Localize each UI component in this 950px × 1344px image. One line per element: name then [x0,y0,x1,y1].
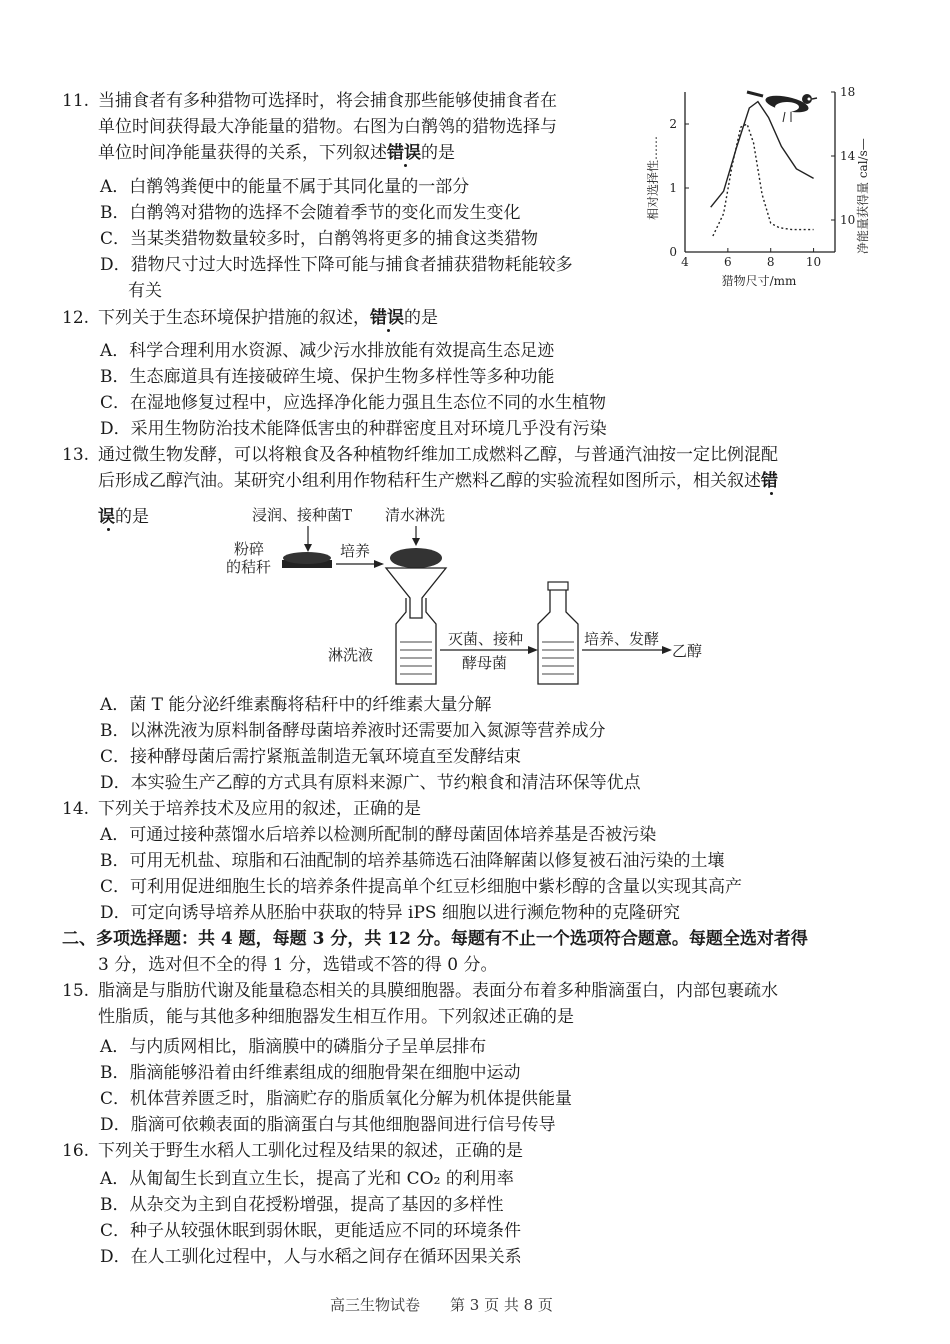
rinse-label: 清水淋洗 [385,506,446,524]
q16-option-d[interactable]: D．在人工驯化过程中，人与水稻之间存在循环因果关系 [100,1247,522,1267]
y-right-label: 净能量获得量 cal/s— [856,138,870,254]
q12-option-c[interactable]: C．在湿地修复过程中，应选择净化能力强且生态位不同的水生植物 [100,393,607,413]
q12-option-d[interactable]: D．采用生物防治技术能降低害虫的种群密度且对环境几乎没有污染 [100,419,607,439]
selectivity-curve [713,124,814,236]
ethanol-label: 乙醇 [672,642,703,660]
emphasis-mark: 误 [98,507,115,527]
straw-label-1: 粉碎 [234,540,265,558]
q11-line3: 单位时间净能量获得的关系，下列叙述错误的是 [98,143,455,163]
x-axis-label: 猎物尺寸/mm [721,274,797,288]
emphasis-mark: 错误 [370,308,404,328]
q16-option-c[interactable]: C．种子从较强休眠到弱休眠，更能适应不同的环境条件 [100,1221,522,1241]
q11-number: 11. [62,91,90,111]
x-tick-label: 6 [724,255,732,269]
q15-line1: 15. 脂滴是与脂肪代谢及能量稳态相关的具膜细胞器。表面分布着多种脂滴蛋白，内部包裹疏水 [62,978,778,1004]
q11-line2: 单位时间获得最大净能量的猎物。右图为白鹡鸰的猎物选择与 [98,117,557,137]
page-footer: 高三生物试卷 第 3 页 共 8 页 [330,1296,553,1314]
straw-tray [282,552,332,568]
q14-option-b[interactable]: B．可用无机盐、琼脂和石油配制的培养基筛选石油降解菌以修复被石油污染的土壤 [100,851,725,871]
flask-1 [396,598,436,684]
q12-option-a[interactable]: A．科学合理利用水资源、减少污水排放能有效提高生态足迹 [100,341,555,361]
y-left-tick-label: 0 [669,245,677,259]
y-left-label: 相对选择性…… [646,135,660,220]
q11-option-d[interactable]: D．猎物尺寸过大时选择性下降可能与捕食者捕获猎物耗能较多 [100,255,573,275]
q13-option-d[interactable]: D．本实验生产乙醇的方式具有原料来源广、节约粮食和清洁环保等优点 [100,773,641,793]
q13-line3: 误的是 [98,507,149,527]
x-tick-label: 4 [681,255,689,269]
rinse-liquid-label: 淋洗液 [328,646,374,664]
soak-inoculate-label: 浸润、接种菌T [252,506,353,524]
q16-stem: 16. 下列关于野生水稻人工驯化过程及结果的叙述，正确的是 [62,1138,523,1164]
y-left-tick-label: 1 [669,181,677,195]
q14-option-c[interactable]: C．可利用促进细胞生长的培养条件提高单个红豆杉细胞中紫杉醇的含量以实现其高产 [100,877,743,897]
sterilize-inoculate-label: 灭菌、接种 [448,630,524,648]
x-tick-label: 8 [766,255,775,269]
q14-stem: 14. 下列关于培养技术及应用的叙述，正确的是 [62,796,421,822]
section2-header-line1: 二、多项选择题：共 4 题，每题 3 分，共 12 分。每题有不止一个选项符合题意。每题全选对者得 [62,929,808,949]
q13-option-b[interactable]: B．以淋洗液为原料制备酵母菌培养液时还需要加入氮源等营养成分 [100,721,606,741]
funnel [386,568,446,618]
q11-option-b[interactable]: B．白鹡鸰对猎物的选择不会随着季节的变化而发生变化 [100,203,521,223]
q14-number: 14. [62,799,90,819]
q16-number: 16. [62,1141,90,1161]
q11-option-d-cont: 有关 [128,281,162,301]
wagtail-bird-image [747,92,817,122]
ethanol-flow-diagram [220,502,740,688]
q11-option-a[interactable]: A．白鹡鸰粪便中的能量不属于其同化量的一部分 [100,177,470,197]
q14-option-a[interactable]: A．可通过接种蒸馏水后培养以检测所配制的酵母菌固体培养基是否被污染 [100,825,657,845]
q16-option-b[interactable]: B．从杂交为主到自花授粉增强，提高了基因的多样性 [100,1195,504,1215]
q13-line2: 后形成乙醇汽油。某研究小组利用作物秸秆生产燃料乙醇的实验流程如图所示，相关叙述错 [98,471,778,491]
y-right-tick-label: 18 [840,85,856,99]
culture-label: 培养 [340,542,371,560]
q13-number: 13. [62,445,90,465]
bottle-cap [548,582,568,590]
emphasis-mark: 错 [761,471,778,491]
y-right-tick-label: 10 [840,213,856,227]
straw-pile [390,548,442,568]
emphasis-mark: 错误 [387,143,421,163]
q13-option-a[interactable]: A．菌 T 能分泌纤维素酶将秸秆中的纤维素大量分解 [100,695,492,715]
q11-option-c[interactable]: C．当某类猎物数量较多时，白鹡鸰将更多的捕食这类猎物 [100,229,539,249]
q15-option-b[interactable]: B．脂滴能够沿着由纤维素组成的细胞骨架在细胞中运动 [100,1063,521,1083]
q15-option-a[interactable]: A．与内质网相比，脂滴膜中的磷脂分子呈单层排布 [100,1037,487,1057]
flask-2 [538,588,578,684]
q13-option-c[interactable]: C．接种酵母菌后需拧紧瓶盖制造无氧环境直至发酵结束 [100,747,522,767]
q13-line1: 13. 通过微生物发酵，可以将粮食及各种植物纤维加工成燃料乙醇，与普通汽油按一定比例混配 [62,442,778,468]
q11-line1: 11. 当捕食者有多种猎物可选择时，将会捕食那些能够使捕食者在 [62,88,557,114]
straw-label-2: 的秸秆 [226,558,272,576]
q16-option-a[interactable]: A．从匍匐生长到直立生长，提高了光和 CO₂ 的利用率 [100,1169,514,1189]
y-right-tick-label: 14 [840,149,856,163]
q12-number: 12. [62,308,90,328]
q12-option-b[interactable]: B．生态廊道具有连接破碎生境、保护生物多样性等多种功能 [100,367,555,387]
q15-line2: 性脂质，能与其他多种细胞器发生相互作用。下列叙述正确的是 [98,1007,574,1027]
q14-option-d[interactable]: D．可定向诱导培养从胚胎中获取的特异 iPS 细胞以进行濒危物种的克隆研究 [100,903,680,923]
x-tick-label: 10 [805,255,822,269]
y-left-tick-label: 2 [669,117,677,131]
q15-option-d[interactable]: D．脂滴可依赖表面的脂滴蛋白与其他细胞器间进行信号传导 [100,1115,556,1135]
q15-number: 15. [62,981,90,1001]
yeast-label: 酵母菌 [462,654,508,672]
prey-selection-chart [635,82,875,297]
ferment-label: 培养、发酵 [584,630,660,648]
q12-stem: 12. 下列关于生态环境保护措施的叙述，错误的是 [62,305,438,331]
q15-option-c[interactable]: C．机体营养匮乏时，脂滴贮存的脂质氧化分解为机体提供能量 [100,1089,573,1109]
section2-header-line2: 3 分，选对但不全的得 1 分，选错或不答的得 0 分。 [98,955,498,975]
